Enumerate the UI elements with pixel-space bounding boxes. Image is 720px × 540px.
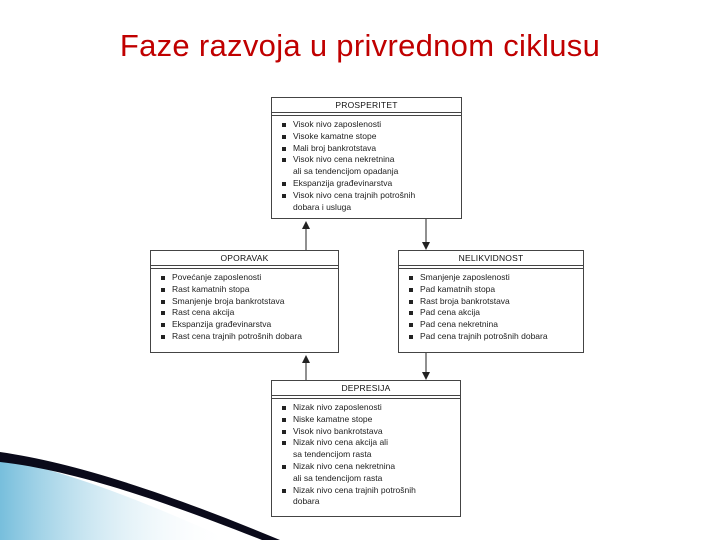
list-item-text: sa tendencijom rasta xyxy=(293,449,372,460)
list-item-text: Povećanje zaposlenosti xyxy=(172,272,262,282)
list-item-text: Rast cena akcija xyxy=(172,307,235,318)
page-title: Faze razvoja u privrednom ciklusu xyxy=(119,28,601,63)
arrowhead-up-icon xyxy=(302,355,310,363)
list-item-text: Pad cena trajnih potrošnih dobara xyxy=(420,330,548,341)
list-item-text: ali sa tendencijom opadanja xyxy=(293,166,399,177)
list-item-text: Nizak nivo zaposlenosti xyxy=(293,402,382,412)
list-item-text: Smanjenje broja bankrotstava xyxy=(172,295,285,306)
list-item-text: Mali broj bankrotstava xyxy=(293,142,377,153)
arrowhead-down-icon xyxy=(422,372,430,380)
list-item-text: Pad kamatnih stopa xyxy=(420,283,496,294)
box-header-nelikvidnost: NELIKVIDNOST xyxy=(399,251,583,266)
list-item-text: Rast broja bankrotstava xyxy=(420,295,510,306)
list-item-text: Ekspanzija građevinarstva xyxy=(172,319,272,330)
list-item-text: ali sa tendencijom rasta xyxy=(293,472,383,483)
arrowhead-down-icon xyxy=(422,242,430,250)
list-item-text: Rast cena trajnih potrošnih dobara xyxy=(172,330,302,341)
list-item-text: Smanjenje zaposlenosti xyxy=(420,272,510,282)
list-item-text: Niske kamatne stope xyxy=(293,413,373,424)
list-item-text: Visok nivo zaposlenosti xyxy=(293,119,382,129)
list-item-text: Nizak nivo cena akcija ali xyxy=(293,437,388,448)
box-header-prosperitet: PROSPERITET xyxy=(272,98,461,113)
list-item-text: Visok nivo cena nekretnina xyxy=(293,154,395,165)
box-header-oporavak: OPORAVAK xyxy=(151,251,338,266)
list-item-text: Ekspanzija građevinarstva xyxy=(293,177,393,188)
list-item-text: Nizak nivo cena trajnih potrošnih xyxy=(293,484,416,495)
list-item-text: Visoke kamatne stope xyxy=(293,130,377,141)
list-item-text: Nizak nivo cena nekretnina xyxy=(293,460,396,471)
list-item-text: dobara xyxy=(293,496,320,507)
list-item-text: Pad cena nekretnina xyxy=(420,319,498,330)
list-item-text: dobara i usluga xyxy=(293,201,352,212)
list-item-text: Pad cena akcija xyxy=(420,307,481,318)
box-header-depresija: DEPRESIJA xyxy=(272,381,460,396)
swoosh-light-decoration xyxy=(0,458,230,540)
list-item-text: Rast kamatnih stopa xyxy=(172,283,250,294)
arrowhead-up-icon xyxy=(302,221,310,229)
list-item-text: Visok nivo bankrotstava xyxy=(293,425,383,436)
list-item-text: Visok nivo cena trajnih potrošnih xyxy=(293,189,416,200)
